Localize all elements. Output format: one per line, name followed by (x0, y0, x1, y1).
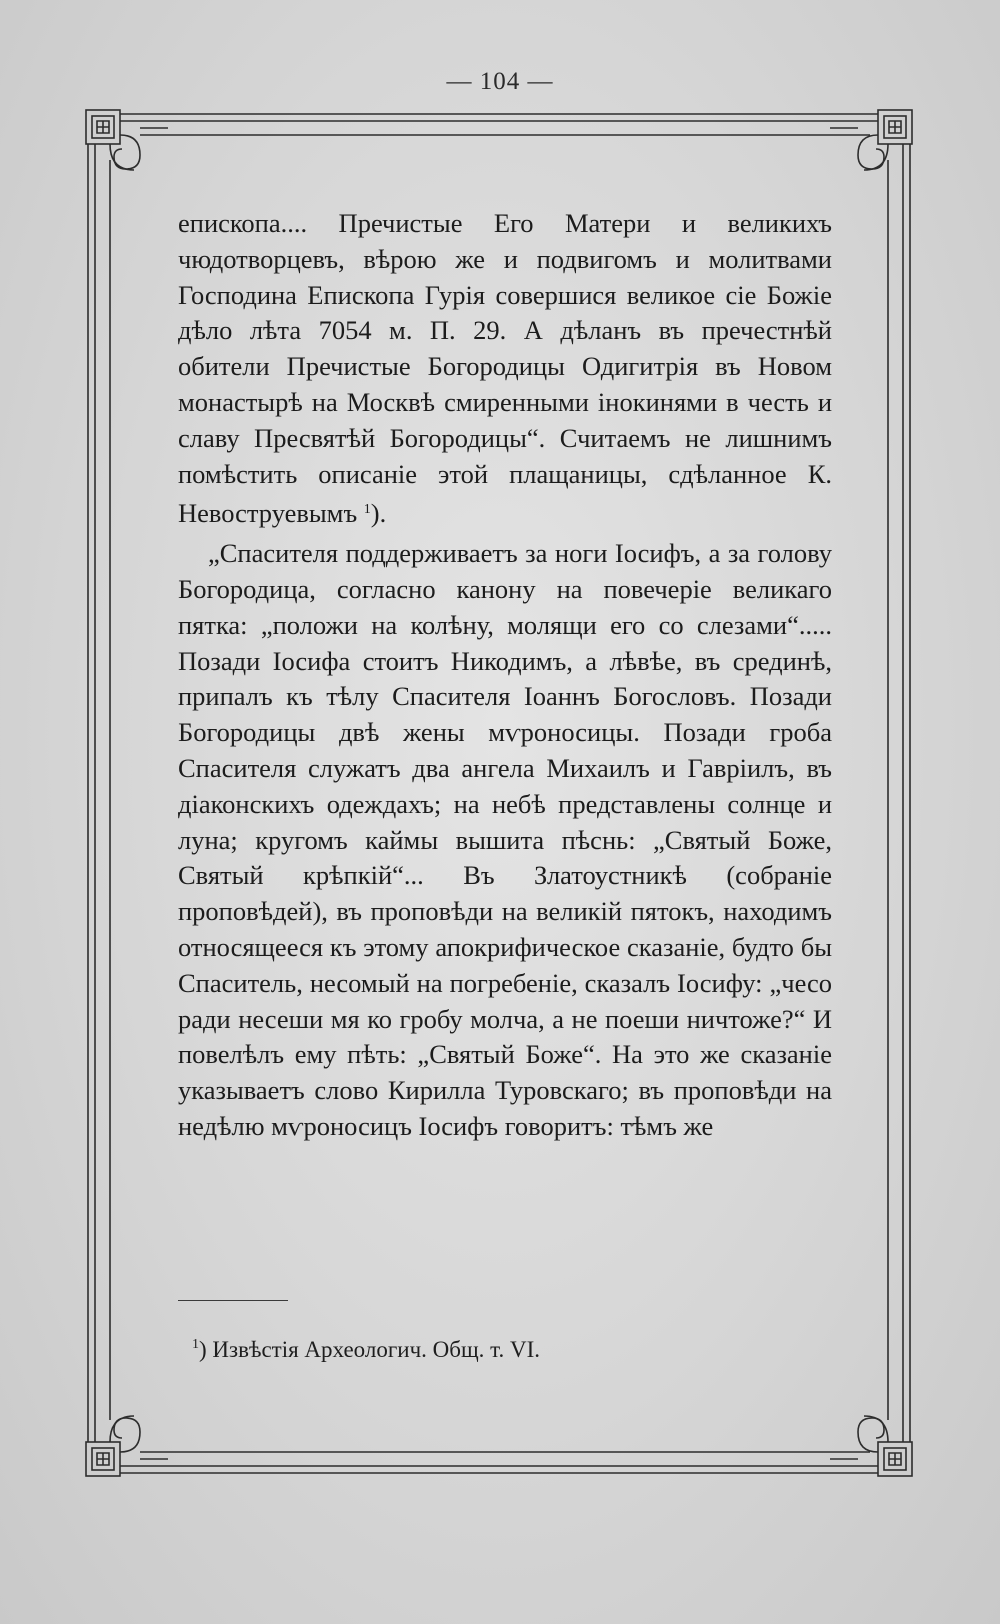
footnote-text: ) Извѣстія Археологич. Общ. т. VI. (199, 1337, 541, 1362)
footnote (192, 1330, 812, 1365)
paragraph-1 (178, 206, 832, 532)
page-number: — 104 — (446, 68, 554, 95)
footnote-reference: 1 (363, 502, 371, 518)
footnote-divider (178, 1300, 288, 1301)
main-text (178, 206, 832, 1145)
corner-ornament-bottom-right (830, 1400, 912, 1476)
corner-ornament-bottom-left (86, 1400, 168, 1476)
paragraph-1-tail: ). (370, 498, 387, 529)
corner-ornament-top-left (86, 110, 168, 180)
footnote-marker: 1 (192, 1337, 199, 1352)
paragraph-1-text: епископа.... Пречистые Его Матери и великихъ чюдотворцевъ, вѣрою же и подвигомъ и молитвами Господина Епископа Гурія совершися великое сіе Божіе дѣло лѣта 7054 м. П. 29. А дѣланъ въ пречестнѣй обители Пречистые Богородицы Одигитрія въ Новом монастырѣ на Москвѣ смиренными інокинями в честь и славу Пресвятѣй Богородицы“. Считаемъ не лишнимъ помѣстить описаніе этой плащаницы, сдѣланное К. Невоструевымъ (178, 208, 832, 529)
paragraph-2: „Спасителя поддерживаетъ за ноги Іосифъ, а за голову Богородица, согласно канону на повечеріе великаго пятка: „положи на колѣну, молящи его со слезами“..... Позади Іосифа стоитъ Никодимъ, а лѣвѣе, въ срединѣ, припалъ къ тѣлу Спасителя Іоаннъ Богословъ. Позади Богородицы двѣ жены мѵроносицы. Позади гроба Спасителя служатъ два ангела Михаилъ и Гавріилъ, въ діаконскихъ одеждахъ; на небѣ представлены солнце и луна; кругомъ каймы вышита пѣснь: „Святый Боже, Святый крѣпкій“... Въ Златоустникѣ (собраніе проповѣдей), въ проповѣди на великій пятокъ, находимъ относящееся къ этому апокрифическое сказаніе, будто бы Спаситель, несомый на погребеніе, сказалъ Іосифу: „чесо ради несеши мя ко гробу молча, а не поеши ничтоже?“ И повелѣлъ ему пѣть: „Святый Боже“. На это же сказаніе указываетъ слово Кирилла Туровскаго; въ проповѣди на недѣлю мѵроносицъ Іосифъ говоритъ: тѣмъ же (178, 538, 832, 1141)
